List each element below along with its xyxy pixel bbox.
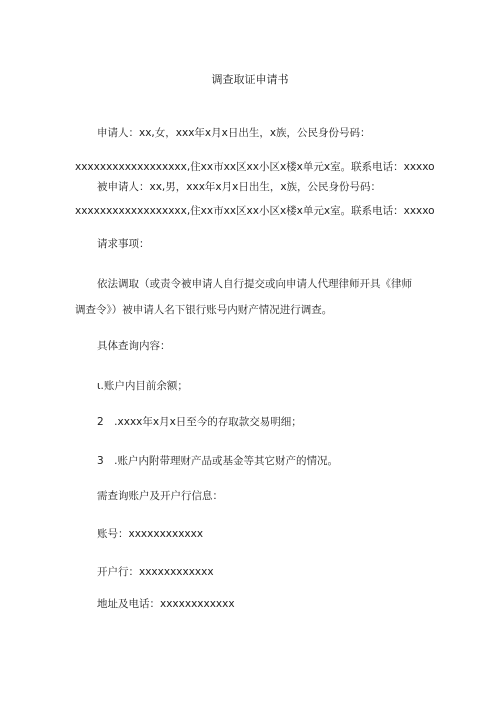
request-heading: 请求事项： bbox=[97, 238, 150, 250]
account-bank: 开户行：xxxxxxxxxxxx bbox=[97, 566, 214, 578]
query-item-2: 2 .xxxx年x月x日至今的存取款交易明细； bbox=[97, 416, 302, 428]
applicant-line-2: xxxxxxxxxxxxxxxxxx,住xx市xx区xx小区x楼x单元x室。联系电话：xxxxo bbox=[75, 161, 435, 173]
request-body-line-1: 依法调取（或责令被申请人自行提交或向申请人代理律师开具《律师 bbox=[97, 278, 412, 290]
applicant-line-1: 申请人：xx,女，xxx年x月x日出生，x族，公民身份号码： bbox=[97, 127, 371, 139]
query-heading: 具体查询内容： bbox=[97, 340, 171, 352]
respondent-line-2: xxxxxxxxxxxxxxxxxx,住xx市xx区xx小区x楼x单元x室。联系电话：xxxxo bbox=[75, 205, 435, 217]
document-title: 调查取证申请书 bbox=[211, 73, 289, 86]
query-item-1: ι.账户内目前余额； bbox=[97, 380, 188, 392]
account-number: 账号：xxxxxxxxxxxx bbox=[97, 528, 204, 540]
request-body-line-2: 调查令》）被申请人名下银行账号内财产情况进行调查。 bbox=[75, 304, 333, 316]
account-heading: 需查询账户及开户行信息： bbox=[97, 490, 223, 502]
account-address: 地址及电话：xxxxxxxxxxxx bbox=[97, 598, 235, 610]
query-item-3: 3 .账户内附带理财产品或基金等其它财产的情况。 bbox=[97, 455, 339, 467]
respondent-line-1: 被申请人：xx,男，xxx年x月x日出生，x族，公民身份号码： bbox=[97, 181, 382, 193]
